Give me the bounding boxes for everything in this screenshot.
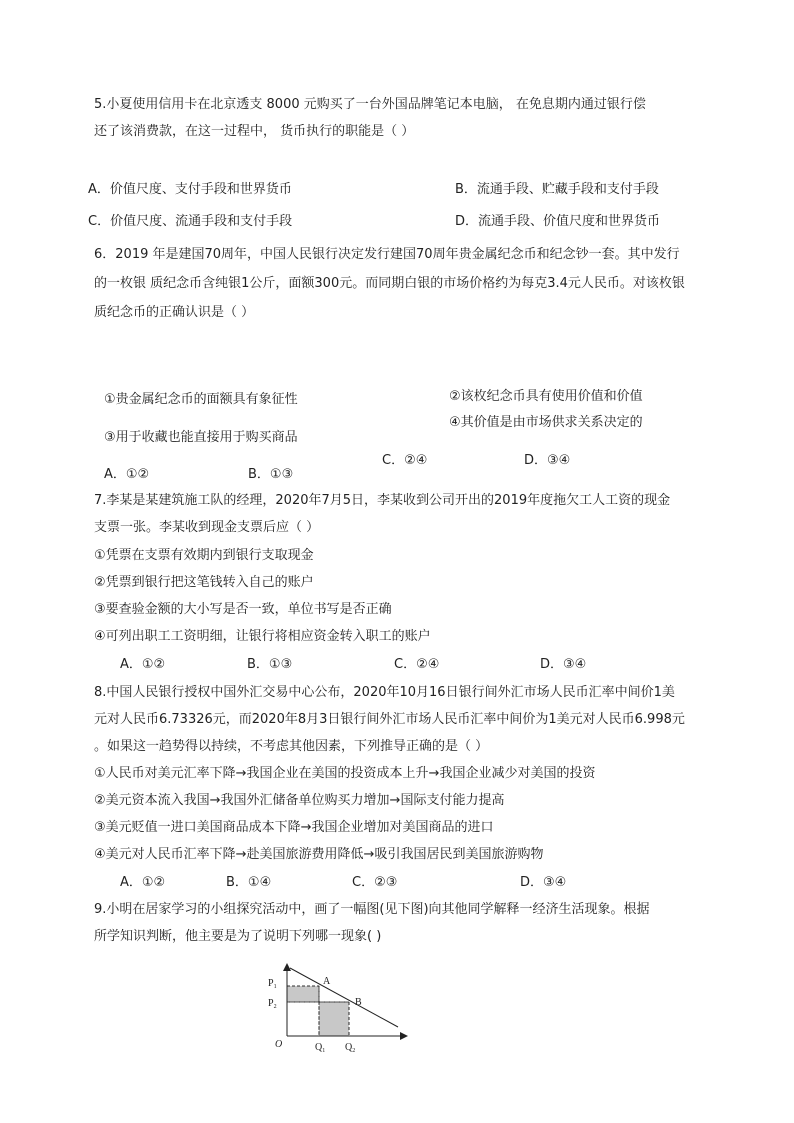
q7-option-a: A．①② bbox=[120, 657, 166, 672]
q8-option-d: D．③④ bbox=[520, 875, 567, 890]
q9-stem-line2: 所学知识判断，他主要是为了说明下列哪一现象( ) bbox=[94, 929, 382, 944]
q5-option-c: C．价值尺度、流通手段和支付手段 bbox=[88, 214, 293, 229]
q8-stem-line3: 。如果这一趋势得以持续，不考虑其他因素，下列推导正确的是（ ） bbox=[94, 739, 489, 754]
q6-option-c: C．②④ bbox=[382, 453, 428, 468]
q6-stem-line2: 的一枚银 质纪念币含纯银1公斤，面额300元。而同期白银的市场价格约为每克3.4元人民币。对该枚银 bbox=[94, 276, 685, 291]
q7-option-c: C．②④ bbox=[394, 657, 440, 672]
q8-stem-line1: 8.中国人民银行授权中国外汇交易中心公布，2020年10月16日银行间外汇市场人民币汇率中间价1美 bbox=[94, 685, 675, 700]
label-p1: $P_1$ bbox=[268, 978, 277, 990]
label-q1: $Q_1$ bbox=[315, 1042, 326, 1054]
q5-option-b: B．流通手段、贮藏手段和支付手段 bbox=[455, 182, 659, 197]
q7-statement-1: ①凭票在支票有效期内到银行支取现金 bbox=[94, 548, 314, 563]
q5-stem-line1: 5.小夏使用信用卡在北京透支 8000 元购买了一台外国品牌笔记本电脑， 在免息期内通过银行偿 bbox=[94, 97, 646, 112]
q8-option-b: B．①④ bbox=[226, 875, 272, 890]
q6-statement-3: ③用于收藏也能直接用于购买商品 bbox=[104, 430, 298, 445]
shaded-area-bottom bbox=[319, 1002, 349, 1036]
q9-stem-line1: 9.小明在居家学习的小组探究活动中，画了一幅图(见下图)向其他同学解释一经济生活现象。根据 bbox=[94, 902, 650, 917]
q5-option-a: A．价值尺度、支付手段和世界货币 bbox=[88, 182, 292, 197]
label-origin: O bbox=[275, 1039, 283, 1050]
q7-stem-line1: 7.李某是某建筑施工队的经理，2020年7月5日，李某收到公司开出的2019年度拖欠工人工资的现金 bbox=[94, 493, 671, 508]
q8-statement-3: ③美元贬值一进口美国商品成本下降→我国企业增加对美国商品的进口 bbox=[94, 820, 494, 835]
shaded-area-top bbox=[287, 986, 319, 1002]
label-q2: $Q_2$ bbox=[345, 1042, 356, 1054]
q6-option-a: A．①② bbox=[104, 467, 150, 482]
q6-statement-1: ①贵金属纪念币的面额具有象征性 bbox=[104, 392, 298, 407]
q8-option-a: A．①② bbox=[120, 875, 166, 890]
label-point-a: A bbox=[323, 976, 331, 987]
q8-statement-4: ④美元对人民币汇率下降→赴美国旅游费用降低→吸引我国居民到美国旅游购物 bbox=[94, 847, 544, 862]
price-quantity-diagram bbox=[260, 955, 420, 1060]
q6-statement-4: ④其价值是由市场供求关系决定的 bbox=[449, 415, 643, 430]
q7-statement-2: ②凭票到银行把这笔钱转入自己的账户 bbox=[94, 575, 314, 590]
q5-stem-line2: 还了该消费款，在这一过程中， 货币执行的职能是（ ） bbox=[94, 124, 415, 139]
q6-stem-line1: 6．2019 年是建国70周年，中国人民银行决定发行建国70周年贵金属纪念币和纪念钞一套。其中发行 bbox=[94, 247, 680, 262]
q6-statement-2: ②该枚纪念币具有使用价值和价值 bbox=[449, 389, 643, 404]
q5-option-d: D．流通手段、价值尺度和世界货币 bbox=[455, 214, 661, 229]
q6-option-d: D．③④ bbox=[524, 453, 571, 468]
q6-option-b: B．①③ bbox=[248, 467, 294, 482]
q7-stem-line2: 支票一张。李某收到现金支票后应（ ） bbox=[94, 520, 320, 535]
q7-option-d: D．③④ bbox=[540, 657, 587, 672]
q7-option-b: B．①③ bbox=[247, 657, 293, 672]
q8-statement-2: ②美元资本流入我国→我国外汇储备单位购买力增加→国际支付能力提高 bbox=[94, 793, 505, 808]
q8-stem-line2: 元对人民币6.73326元，而2020年8月3日银行间外汇市场人民币汇率中间价为1美元对人民币6.998元 bbox=[94, 712, 685, 727]
label-p2: $P_2$ bbox=[268, 998, 277, 1010]
label-point-b: B bbox=[355, 997, 362, 1008]
q7-statement-4: ④可列出职工工资明细，让银行将相应资金转入职工的账户 bbox=[94, 629, 431, 644]
q6-stem-line3: 质纪念币的正确认识是（ ） bbox=[94, 305, 255, 320]
q8-option-c: C．②③ bbox=[352, 875, 398, 890]
q8-statement-1: ①人民币对美元汇率下降→我国企业在美国的投资成本上升→我国企业减少对美国的投资 bbox=[94, 766, 596, 781]
q7-statement-3: ③要查验金额的大小写是否一致，单位书写是否正确 bbox=[94, 602, 392, 617]
